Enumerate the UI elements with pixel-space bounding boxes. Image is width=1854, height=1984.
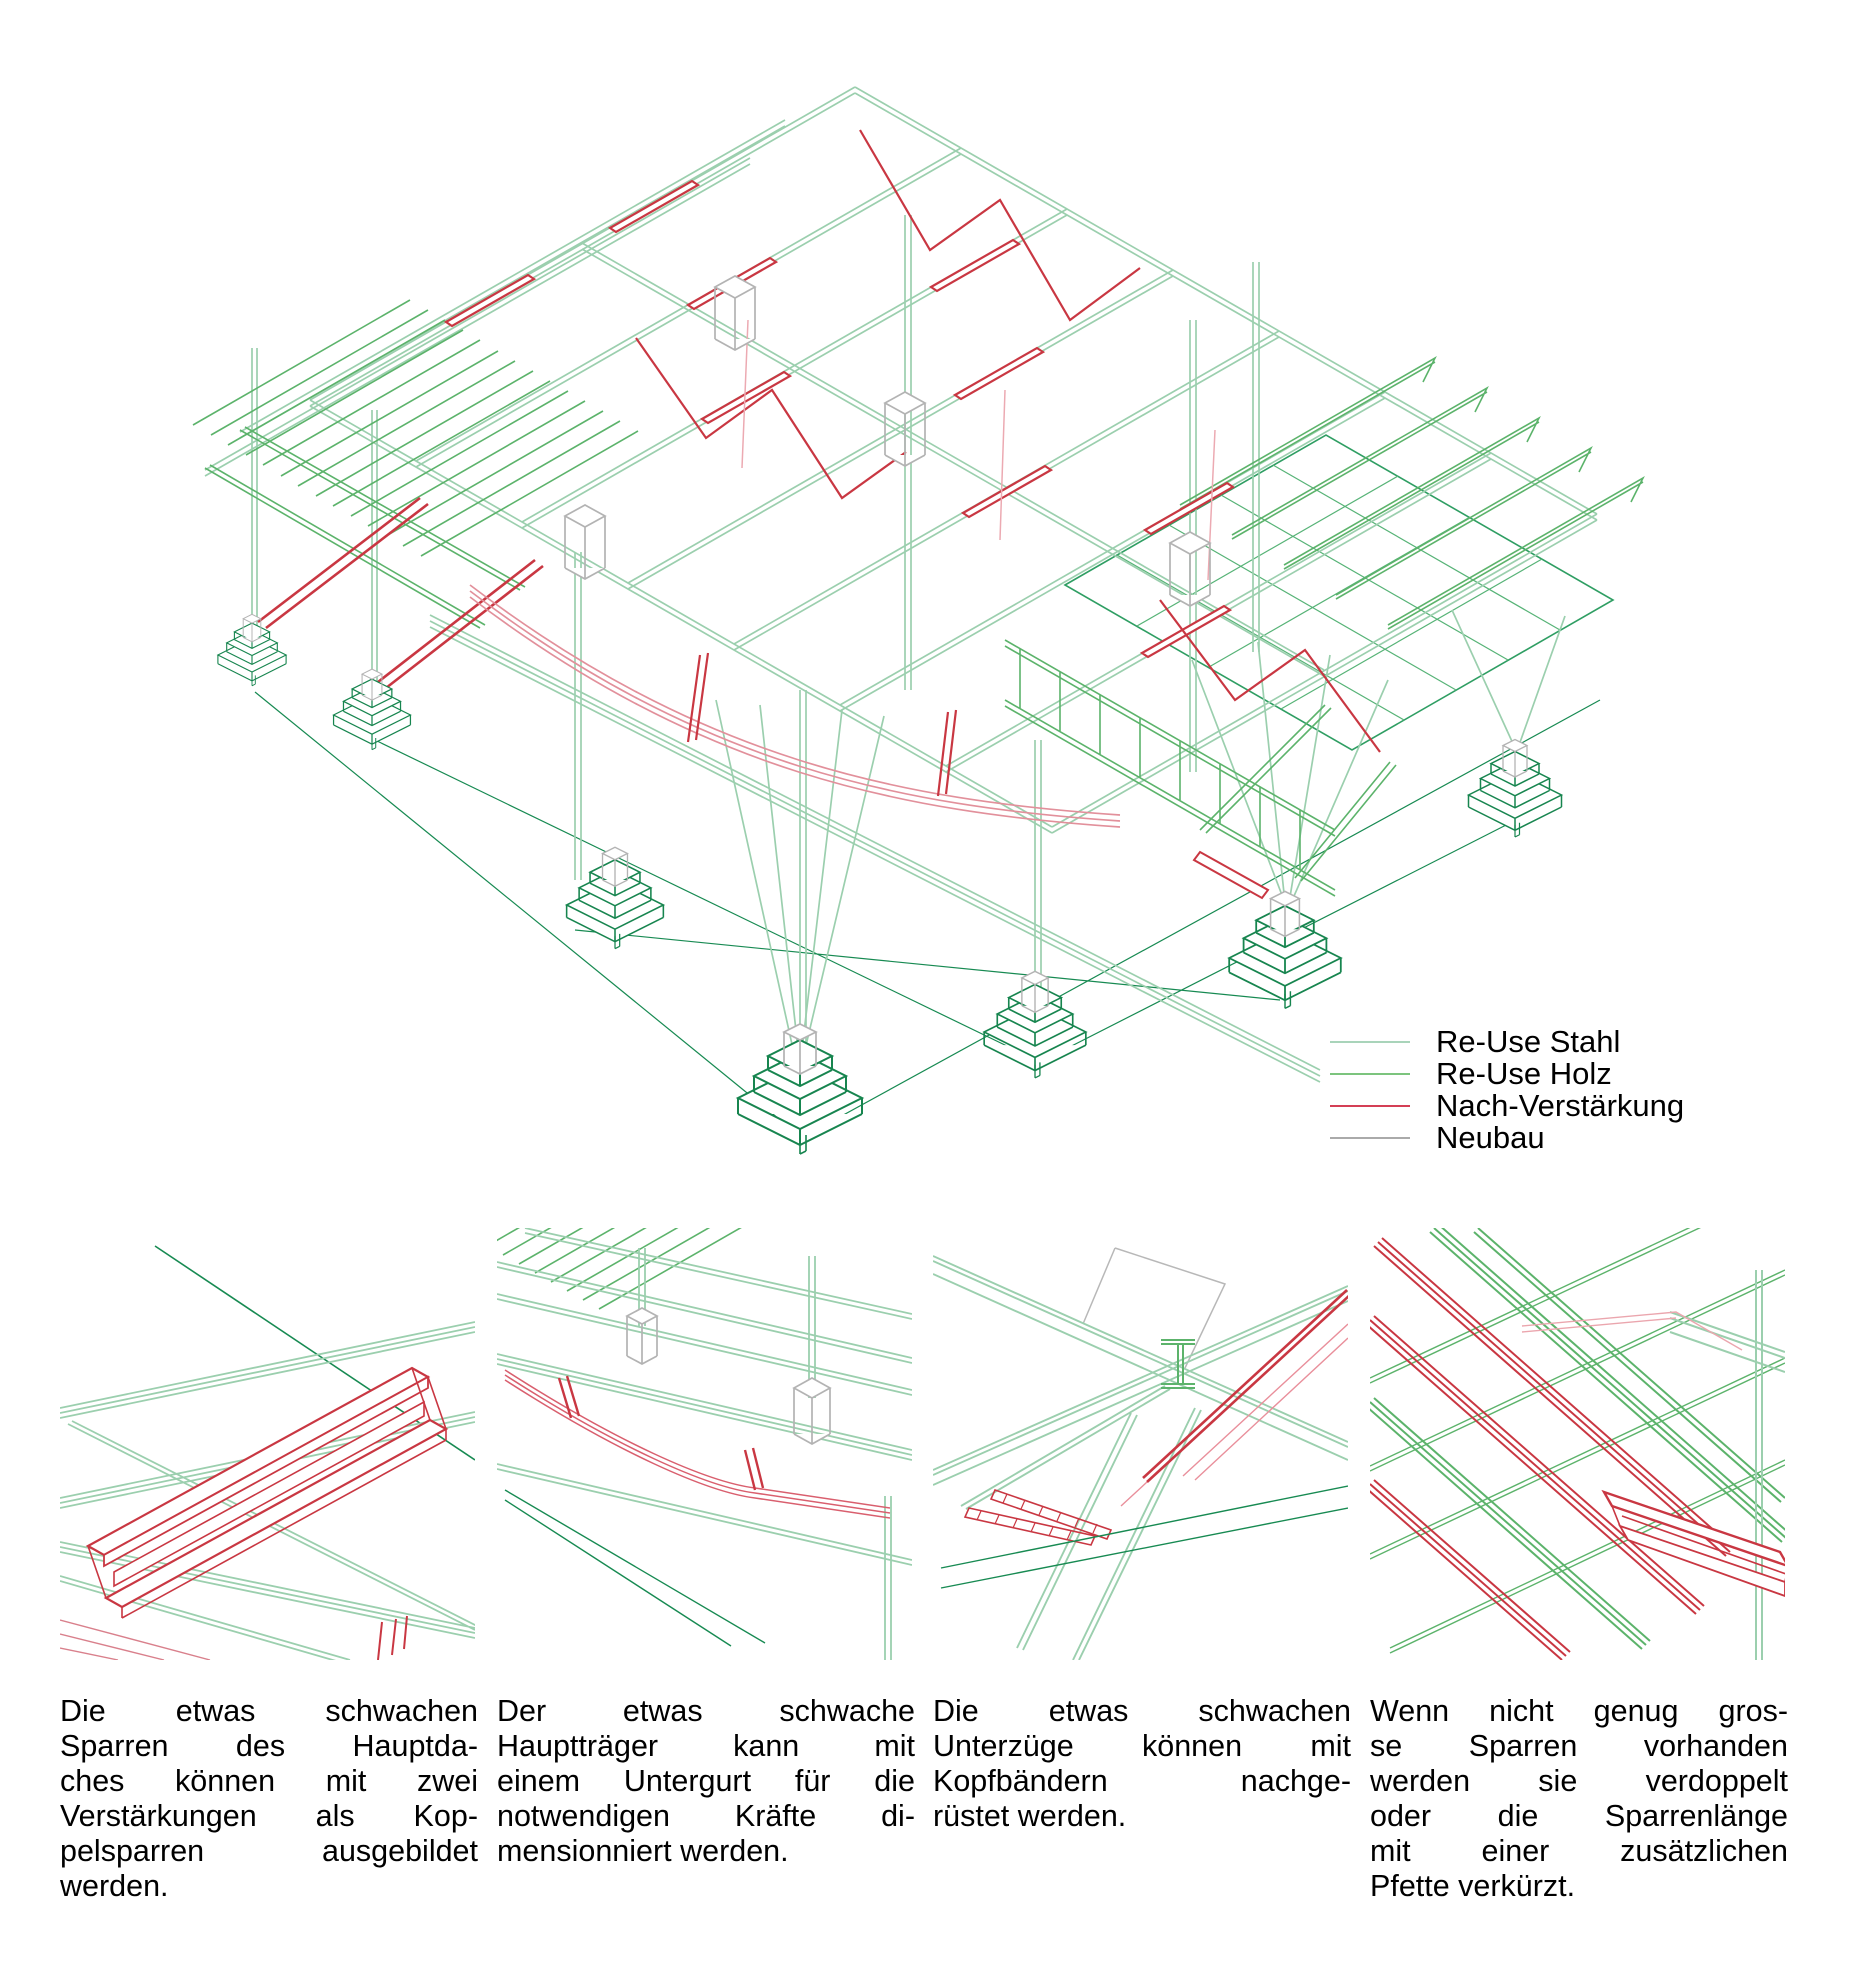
legend: [1330, 1026, 1750, 1154]
legend-item-reuse-stahl: [1330, 1026, 1750, 1058]
caption-koppelsparren: [60, 1694, 478, 1904]
caption-line: Verstärkungen als Kop-: [60, 1799, 478, 1833]
caption-line: ches können mit zwei: [60, 1764, 478, 1798]
caption-line: Die etwas schwachen: [933, 1694, 1351, 1728]
cantilever-rafters: [1180, 358, 1643, 629]
nach-verstaerkung: [258, 130, 1380, 898]
caption-line: Der etwas schwache: [497, 1694, 915, 1728]
caption-line: notwendigen Kräfte di-: [497, 1799, 915, 1833]
pink-hangers: [742, 320, 1215, 580]
detail-panel-koppelsparren: [60, 1228, 475, 1660]
caption-line: einem Untergurt für die: [497, 1764, 915, 1798]
legend-line-swatch: [1330, 1105, 1410, 1107]
tendon-undergurt: [470, 585, 1120, 827]
caption-line: Unterzüge können mit: [933, 1729, 1351, 1763]
legend-item-reuse-holz: [1330, 1058, 1750, 1090]
caption-line: rüstet werden.: [933, 1799, 1127, 1833]
legend-line-swatch: [1330, 1073, 1410, 1075]
reuse-holz-elements: [193, 300, 1643, 896]
detail-panel-sparren-verdoppelt: [1370, 1228, 1785, 1660]
caption-line: pelsparren ausgebildet: [60, 1834, 478, 1868]
detail-panel-untergurt: [497, 1228, 912, 1660]
joist-rails: [205, 427, 525, 628]
caption-line: werden sie verdoppelt: [1370, 1764, 1788, 1798]
caption-untergurt: [497, 1694, 915, 1869]
caption-line: mit einer zusätzlichen: [1370, 1834, 1788, 1868]
caption-line: mensionniert werden.: [497, 1834, 789, 1868]
tendon-posts: [688, 653, 956, 796]
legend-label: Neubau: [1436, 1120, 1545, 1155]
roof-purlins: [310, 87, 1597, 833]
caption-line: Wenn nicht genug gros-: [1370, 1694, 1788, 1728]
legend-label: Nach-Verstärkung: [1436, 1088, 1685, 1123]
caption-sparren-verdoppelt: [1370, 1694, 1788, 1904]
legend-line-swatch: [1330, 1041, 1410, 1043]
deck-wedge: [1194, 852, 1268, 898]
caption-line: Pfette verkürzt.: [1370, 1869, 1576, 1903]
caption-line: Sparren des Hauptda-: [60, 1729, 478, 1763]
legend-label: Re-Use Stahl: [1436, 1024, 1621, 1059]
legend-label: Re-Use Holz: [1436, 1056, 1612, 1091]
caption-line: Die etwas schwachen: [60, 1694, 478, 1728]
caption-line: se Sparren vorhanden: [1370, 1729, 1788, 1763]
caption-kopfbaender: [933, 1694, 1351, 1834]
caption-line: werden.: [60, 1869, 169, 1903]
caption-line: oder die Sparrenlänge: [1370, 1799, 1788, 1833]
legend-line-swatch: [1330, 1137, 1410, 1139]
caption-line: Hauptträger kann mit: [497, 1729, 915, 1763]
legend-item-nach-verstaerkung: [1330, 1090, 1750, 1122]
legend-item-neubau: [1330, 1122, 1750, 1154]
pergola-braces: [258, 498, 543, 688]
caption-line: Kopfbändern nachge-: [933, 1764, 1351, 1798]
stud-wall: [1005, 640, 1335, 896]
detail-panel-kopfbaender: [933, 1228, 1348, 1660]
